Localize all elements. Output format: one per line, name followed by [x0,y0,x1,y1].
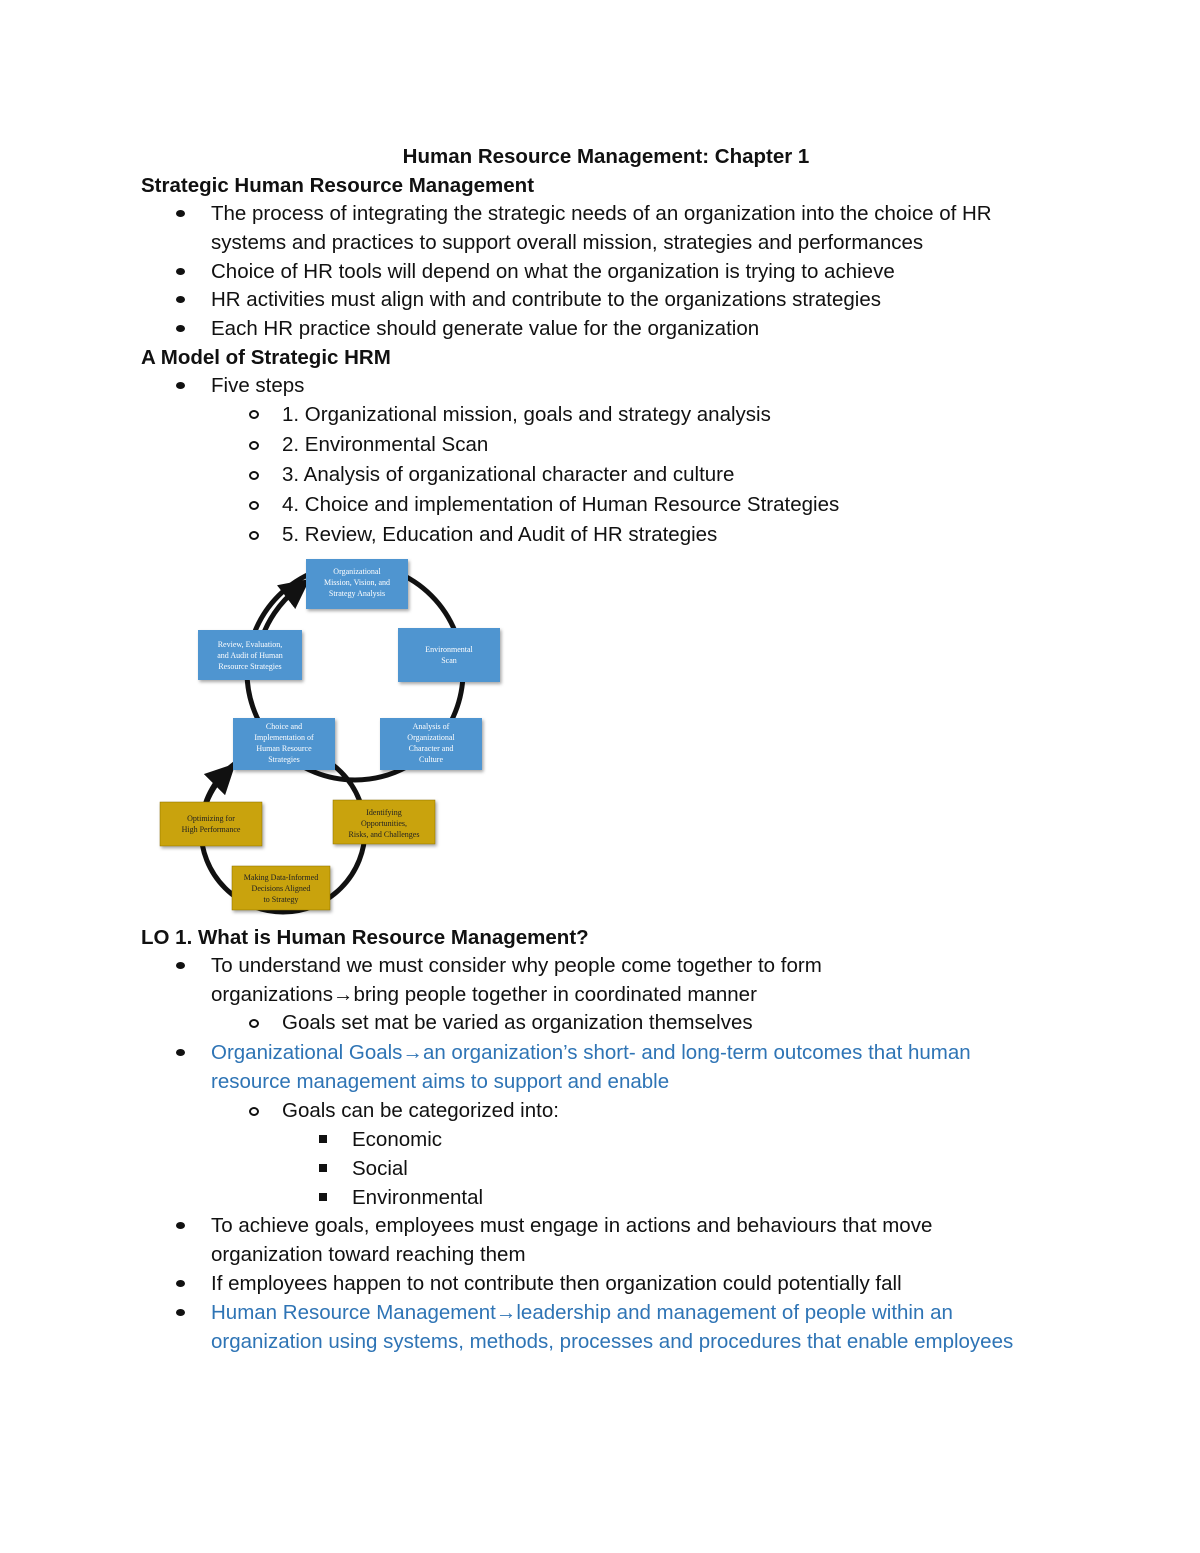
step-item: 3. Analysis of organizational character and culture [282,463,735,486]
step-item: 1. Organizational mission, goals and strategy analysis [282,403,771,426]
box-choice-implementation [233,718,335,770]
list-item-continuation: organization toward reaching them [211,1243,526,1266]
box-identifying-opportunities [333,800,435,844]
bullet-icon [176,382,185,389]
definition-continuation: organization using systems, methods, processes and procedures that enable employees [211,1330,1014,1353]
step-item: 5. Review, Education and Audit of HR strategies [282,523,718,546]
square-bullet-icon [319,1135,327,1143]
section-heading-lo1: LO 1. What is Human Resource Management? [141,926,589,949]
box-data-informed-decisions [232,866,330,910]
sub-list-item: Goals can be categorized into: [282,1099,559,1122]
circle-bullet-icon [249,471,259,480]
bullet-icon [176,268,185,275]
step-item: 2. Environmental Scan [282,433,489,456]
circle-bullet-icon [249,501,259,510]
svg-text:Choice andImplementation ofHum: Choice and Implementation of Human Resource Strategies [254,722,314,764]
circle-bullet-icon [249,1107,259,1116]
bullet-icon [176,1049,185,1056]
category-item: Economic [352,1128,443,1151]
list-item: Each HR practice should generate value for the organization [211,317,760,340]
box-environmental-scan [398,628,500,682]
bullet-icon [176,1222,185,1229]
step-item: 4. Choice and implementation of Human Resource Strategies [282,493,840,516]
definition-hrm: Human Resource Management→leadership and management of people within an [211,1301,953,1324]
svg-text:OrganizationalMission, Vision,: Organizational Mission, Vision, and Strategy Analysis [323,567,391,598]
box-review-evaluation [198,630,302,680]
list-item: The process of integrating the strategic needs of an organization into the choice of HR [211,202,992,225]
list-item: Five steps [211,374,305,397]
box-character-culture [380,718,482,770]
sub-list-item: Goals set mat be varied as organization themselves [282,1011,753,1034]
list-item: HR activities must align with and contribute to the organizations strategies [211,288,882,311]
category-item: Social [352,1157,408,1180]
category-item: Environmental [352,1186,484,1209]
definition-continuation: resource management aims to support and enable [211,1070,670,1093]
arrow-icon: → [402,1041,423,1064]
bullet-icon [176,1309,185,1316]
arrow-icon: → [332,983,354,1006]
svg-text:IdentifyingOpportunities,Risks: Identifying Opportunities, Risks, and Challenges [348,808,420,839]
circle-bullet-icon [249,1019,259,1028]
box-mission-vision [306,559,408,609]
svg-text:Making Data-InformedDecisions: Making Data-Informed Decisions Aligned to Strategy [243,873,319,904]
bullet-icon [176,325,185,332]
list-item: To achieve goals, employees must engage in actions and behaviours that move [211,1214,933,1237]
list-item: Choice of HR tools will depend on what the organization is trying to achieve [211,260,895,283]
bullet-icon [176,962,185,969]
arrow-icon: → [495,1301,517,1324]
list-item-continuation: organizations→bring people together in coordinated manner [211,983,757,1006]
square-bullet-icon [319,1193,327,1201]
svg-text:Review, Evaluation,and Audit o: Review, Evaluation, and Audit of Human Resource Strategies [217,640,283,671]
list-item-continuation: systems and practices to support overall mission, strategies and performances [211,231,924,254]
section-heading-strategic-hrm: Strategic Human Resource Management [141,174,535,197]
svg-text:EnvironmentalScan: Environmental Scan [425,645,473,665]
box-optimizing-performance [160,802,262,846]
circle-bullet-icon [249,441,259,450]
document-title: Human Resource Management: Chapter 1 [402,145,810,168]
square-bullet-icon [319,1164,327,1172]
svg-text:Analysis ofOrganizationalChara: Analysis of Organizational Character and Culture [407,722,455,764]
list-item: To understand we must consider why people come together to form [211,954,822,977]
bullet-icon [176,210,185,217]
strategic-hrm-cycle-diagram [150,552,520,922]
svg-text:Optimizing forHigh Performance: Optimizing for High Performance [181,814,241,834]
section-heading-model: A Model of Strategic HRM [141,346,391,369]
definition-organizational-goals: Organizational Goals→an organization’s short- and long-term outcomes that human [211,1041,971,1064]
circle-bullet-icon [249,410,259,419]
circle-bullet-icon [249,531,259,540]
bullet-icon [176,296,185,303]
bullet-icon [176,1280,185,1287]
list-item: If employees happen to not contribute then organization could potentially fall [211,1272,902,1295]
